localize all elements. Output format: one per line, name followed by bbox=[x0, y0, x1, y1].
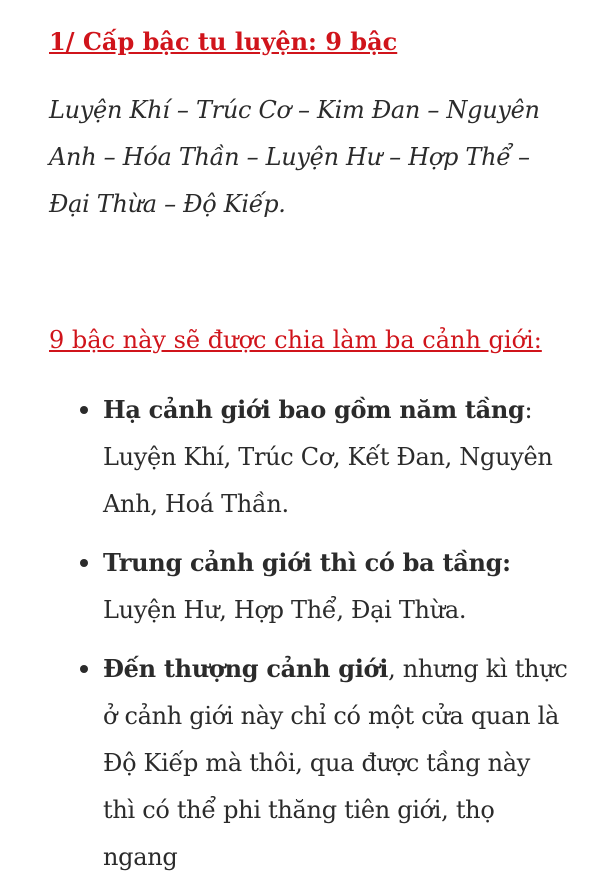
cultivation-ranks-heading: 1/ Cấp bậc tu luyện: 9 bậc bbox=[49, 27, 398, 56]
article-content bbox=[49, 24, 569, 892]
middle-realm-title: Trung cảnh giới thì có ba tầng: bbox=[103, 548, 511, 577]
middle-realm-detail: Luyện Hư, Hợp Thể, Đại Thừa. bbox=[103, 596, 467, 624]
list-item-middle-realm bbox=[49, 539, 569, 634]
lower-realm-detail: : Luyện Khí, Trúc Cơ, Kết Đan, Nguyên Anh, Hoá Thần. bbox=[103, 396, 553, 518]
cultivation-ranks-list: Luyện Khí – Trúc Cơ – Kim Đan – Nguyên Anh – Hóa Thần – Luyện Hư – Hợp Thể – Đại Thừa – Độ Kiếp. bbox=[49, 96, 540, 218]
realm-list bbox=[49, 386, 569, 881]
upper-realm-detail: , nhưng kì thực ở cảnh giới này chỉ có một cửa quan là Độ Kiếp mà thôi, qua được tầng này thì có thể phi thăng tiên giới, thọ ngang bbox=[103, 655, 568, 871]
lower-realm-title: Hạ cảnh giới bao gồm năm tầng bbox=[103, 395, 525, 424]
bullet-icon bbox=[80, 665, 88, 673]
upper-realm-title: Đến thượng cảnh giới bbox=[103, 654, 389, 683]
list-item-upper-realm bbox=[49, 645, 569, 881]
realms-heading: 9 bậc này sẽ được chia làm ba cảnh giới: bbox=[49, 326, 542, 354]
bullet-icon bbox=[80, 559, 88, 567]
bullet-icon bbox=[80, 406, 88, 414]
list-item-lower-realm bbox=[49, 386, 569, 528]
